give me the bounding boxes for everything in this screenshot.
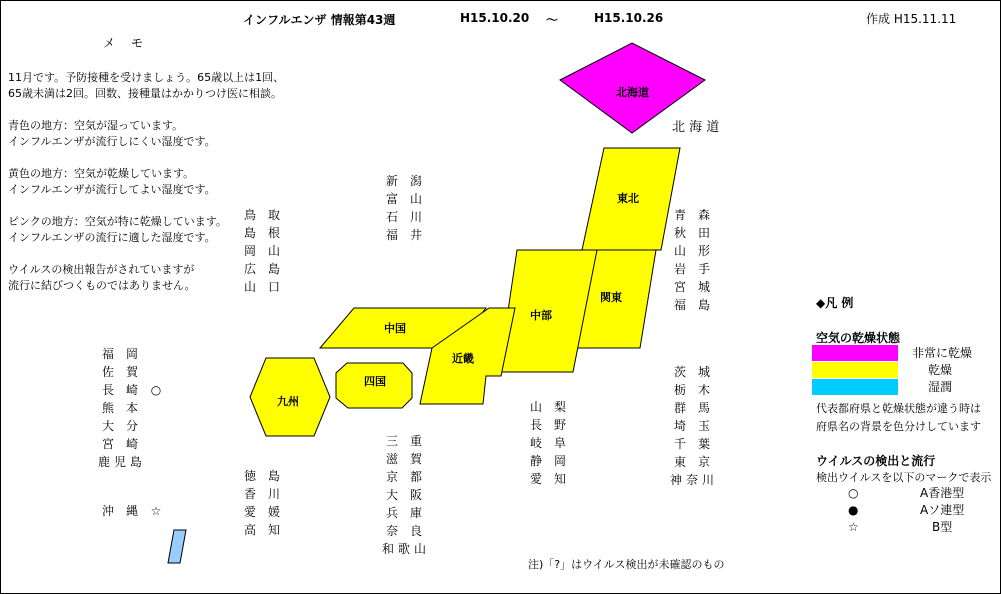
a-soviet-dot-icon: ● xyxy=(848,503,859,517)
pref-char: 山 xyxy=(529,400,542,414)
pref-hokkaido: 北 海 道 xyxy=(672,120,720,135)
memo-line: 65歳未満は2回。回数、接種量はかかりつけ医に相談。 xyxy=(8,87,282,100)
pref-char: 良 xyxy=(409,524,422,538)
memo-line: インフルエンザが流行しにくい湿度です。 xyxy=(8,135,216,148)
date-tilde: 〜 xyxy=(546,13,559,27)
pref-char: 賀 xyxy=(409,452,422,466)
pref-char: 青 xyxy=(673,208,686,222)
pref-char: 森 xyxy=(697,208,710,222)
pref-char: 城 xyxy=(697,365,710,379)
pref-list-kinki xyxy=(380,432,428,558)
pref-char: 阜 xyxy=(553,436,566,450)
pref-row xyxy=(668,242,716,260)
footnote: 注)「?」はウイルス検出が未確認のもの xyxy=(528,558,725,571)
pref-char: 岐 xyxy=(529,436,542,450)
pref-char: 大 xyxy=(101,419,114,433)
region-okinawa xyxy=(168,530,186,563)
memo-line: インフルエンザの流行に適した湿度です。 xyxy=(8,231,216,244)
pref-row xyxy=(96,399,168,417)
pref-char: 富 xyxy=(385,192,398,206)
pref-char: 長 xyxy=(529,418,542,432)
pref-char: 崎 xyxy=(125,383,138,397)
pref-char: 木 xyxy=(697,383,710,397)
pref-row xyxy=(668,206,716,224)
pref-char: 鳥 xyxy=(243,208,256,222)
pref-row xyxy=(238,521,286,539)
legend-swatch-dry xyxy=(812,362,898,378)
pref-char: 長 xyxy=(101,383,114,397)
pref-char: 石 xyxy=(385,210,398,224)
pref-char: 媛 xyxy=(267,505,280,519)
pref-row xyxy=(668,363,716,381)
pref-char: 歌 xyxy=(397,542,410,556)
legend-title: ◆凡 例 xyxy=(816,296,854,310)
pref-char: 潟 xyxy=(409,174,422,188)
pref-char: 高 xyxy=(243,523,256,537)
pref-row xyxy=(524,416,572,434)
date-to: H15.10.26 xyxy=(594,11,664,25)
region-label-shikoku: 四国 xyxy=(364,375,386,388)
pref-char: 井 xyxy=(409,228,422,242)
a-hongkong-circle-icon: ○ xyxy=(848,486,859,500)
pref-char: 神 xyxy=(669,473,682,487)
pref-char: 手 xyxy=(697,262,710,276)
pref-list-tohoku xyxy=(668,206,716,314)
pref-char: 栃 xyxy=(673,383,686,397)
pref-row xyxy=(96,345,168,363)
a-hongkong-circle-icon: ○ xyxy=(150,383,162,397)
pref-row xyxy=(238,260,286,278)
pref-row xyxy=(238,242,286,260)
pref-char: 三 xyxy=(385,434,398,448)
pref-char: 鹿 xyxy=(97,455,110,469)
pref-char: 玉 xyxy=(697,419,710,433)
pref-row xyxy=(380,522,428,540)
pref-char: 群 xyxy=(673,401,686,415)
legend-virus-subtitle: 検出ウイルスを以下のマークで表示 xyxy=(816,471,992,484)
pref-list-shikoku xyxy=(238,467,286,539)
pref-char: 大 xyxy=(385,488,398,502)
pref-char: 島 xyxy=(129,455,142,469)
region-label-hokkaido: 北海道 xyxy=(616,86,649,99)
pref-row xyxy=(524,434,572,452)
pref-row xyxy=(668,224,716,242)
pref-row xyxy=(668,381,716,399)
pref-char: 川 xyxy=(701,473,714,487)
pref-char: 埼 xyxy=(673,419,686,433)
pref-char: 葉 xyxy=(697,437,710,451)
pref-row xyxy=(96,417,168,435)
pref-row xyxy=(96,453,168,471)
pref-char: 川 xyxy=(267,487,280,501)
pref-row xyxy=(380,504,428,522)
pref-row xyxy=(96,363,168,381)
pref-char: 千 xyxy=(673,437,686,451)
pref-char: 賀 xyxy=(125,365,138,379)
pref-row xyxy=(668,278,716,296)
pref-char: 梨 xyxy=(553,400,566,414)
created-date: 作成 H15.11.11 xyxy=(866,12,957,26)
legend-dryness-title: 空気の乾燥状態 xyxy=(816,331,901,345)
pref-char: 滋 xyxy=(385,452,398,466)
pref-char: 島 xyxy=(243,226,256,240)
pref-char: 島 xyxy=(697,298,710,312)
pref-row xyxy=(668,399,716,417)
pref-char: 愛 xyxy=(243,505,256,519)
legend-a-hongkong: A香港型 xyxy=(920,486,965,500)
pref-char: 奈 xyxy=(385,524,398,538)
pref-char: 和 xyxy=(381,542,394,556)
b-type-star-icon: ☆ xyxy=(150,504,162,518)
pref-row xyxy=(380,468,428,486)
pref-char: 宮 xyxy=(673,280,686,294)
pref-char: 島 xyxy=(267,262,280,276)
legend-label-very-dry: 非常に乾燥 xyxy=(912,346,973,360)
pref-okinawa xyxy=(96,502,168,520)
pref-okinawa-1: 沖 xyxy=(101,504,114,518)
pref-char: 馬 xyxy=(697,401,710,415)
pref-row xyxy=(238,485,286,503)
pref-char: 京 xyxy=(385,470,398,484)
memo-line: 流行に結びつくものではありません。 xyxy=(8,279,196,292)
pref-char: 秋 xyxy=(673,226,686,240)
report-title: インフルエンザ 情報第43週 xyxy=(243,13,396,27)
pref-char: 取 xyxy=(267,208,280,222)
pref-char: 本 xyxy=(125,401,138,415)
pref-char: 山 xyxy=(413,542,426,556)
region-label-kinki: 近畿 xyxy=(452,352,474,365)
memo-line: 青色の地方：空気が湿っています。 xyxy=(8,119,184,132)
pref-char: 山 xyxy=(673,244,686,258)
pref-char: 静 xyxy=(529,454,542,468)
legend-swatch-very-dry xyxy=(812,345,898,361)
pref-char: 形 xyxy=(697,244,710,258)
pref-row xyxy=(380,450,428,468)
legend-a-soviet: Aソ連型 xyxy=(920,503,965,517)
pref-char: 福 xyxy=(673,298,686,312)
pref-char: 田 xyxy=(697,226,710,240)
b-type-star-icon: ☆ xyxy=(848,520,859,534)
pref-char: 児 xyxy=(113,455,126,469)
pref-char: 山 xyxy=(243,280,256,294)
region-label-chubu: 中部 xyxy=(530,309,552,322)
pref-char: 知 xyxy=(553,472,566,486)
legend-note-1: 代表都府県と乾燥状態が違う時は xyxy=(816,402,981,415)
region-label-kanto: 関東 xyxy=(600,291,622,304)
pref-row xyxy=(524,470,572,488)
pref-row xyxy=(96,381,168,399)
pref-row xyxy=(238,206,286,224)
legend-swatch-humid xyxy=(812,379,898,395)
pref-row xyxy=(238,224,286,242)
pref-row xyxy=(668,471,716,489)
pref-okinawa-2: 縄 xyxy=(125,504,138,518)
pref-char: 庫 xyxy=(409,506,422,520)
pref-row xyxy=(668,453,716,471)
pref-char: 岡 xyxy=(125,347,138,361)
pref-char: 福 xyxy=(385,228,398,242)
pref-char: 徳 xyxy=(243,469,256,483)
pref-row xyxy=(238,503,286,521)
pref-char: 口 xyxy=(267,280,280,294)
pref-char: 岡 xyxy=(243,244,256,258)
pref-char: 宮 xyxy=(101,437,114,451)
pref-char: 東 xyxy=(673,455,686,469)
pref-char: 福 xyxy=(101,347,114,361)
pref-char: 京 xyxy=(697,455,710,469)
pref-row xyxy=(380,208,428,226)
memo-heading: メ モ xyxy=(103,36,146,50)
region-label-kyushu: 九州 xyxy=(277,395,299,408)
pref-row xyxy=(380,172,428,190)
pref-list-chugoku xyxy=(238,206,286,296)
pref-char: 奈 xyxy=(685,473,698,487)
pref-row xyxy=(96,435,168,453)
memo-line: ピンクの地方：空気が特に乾燥しています。 xyxy=(8,215,227,228)
pref-char: 都 xyxy=(409,470,422,484)
pref-list-kyushu xyxy=(96,345,168,471)
legend-virus-title: ウイルスの検出と流行 xyxy=(816,454,936,468)
pref-char: 愛 xyxy=(529,472,542,486)
pref-row xyxy=(380,486,428,504)
pref-char: 重 xyxy=(409,434,422,448)
pref-list-hokuriku xyxy=(380,172,428,244)
pref-row xyxy=(668,260,716,278)
pref-char: 山 xyxy=(267,244,280,258)
legend-b-type: B型 xyxy=(932,520,953,534)
pref-list-kanto xyxy=(668,363,716,489)
pref-row xyxy=(380,540,428,558)
legend-label-dry: 乾燥 xyxy=(928,363,953,377)
pref-char: 新 xyxy=(385,174,398,188)
pref-row xyxy=(524,452,572,470)
pref-row xyxy=(524,398,572,416)
pref-row xyxy=(668,296,716,314)
pref-char: 香 xyxy=(243,487,256,501)
pref-row xyxy=(668,417,716,435)
region-label-tohoku: 東北 xyxy=(617,192,639,205)
legend-note-2: 府県名の背景を色分けしています xyxy=(816,420,981,433)
pref-char: 島 xyxy=(267,469,280,483)
memo-line: ウイルスの検出報告がされていますが xyxy=(8,263,195,276)
pref-char: 熊 xyxy=(101,401,114,415)
pref-char: 兵 xyxy=(385,506,398,520)
legend-label-humid: 湿潤 xyxy=(928,380,953,394)
memo-line: 11月です。予防接種を受けましょう。65歳以上は1回、 xyxy=(8,71,285,84)
pref-char: 崎 xyxy=(125,437,138,451)
pref-char: 岩 xyxy=(673,262,686,276)
pref-char: 知 xyxy=(267,523,280,537)
pref-char: 城 xyxy=(697,280,710,294)
region-label-chugoku: 中国 xyxy=(384,322,406,335)
pref-row xyxy=(380,432,428,450)
pref-char: 山 xyxy=(409,192,422,206)
pref-char: 広 xyxy=(243,262,256,276)
date-from: H15.10.20 xyxy=(460,11,530,25)
pref-char: 根 xyxy=(267,226,280,240)
memo-line: インフルエンザが流行してよい湿度です。 xyxy=(8,183,216,196)
pref-char: 茨 xyxy=(673,365,686,379)
pref-char: 川 xyxy=(409,210,422,224)
pref-row xyxy=(380,226,428,244)
pref-char: 野 xyxy=(553,418,566,432)
pref-char: 阪 xyxy=(409,488,422,502)
memo-line: 黄色の地方：空気が乾燥しています。 xyxy=(8,167,195,180)
pref-char: 岡 xyxy=(553,454,566,468)
pref-row xyxy=(238,278,286,296)
pref-list-chubu xyxy=(524,398,572,488)
pref-row xyxy=(380,190,428,208)
pref-row xyxy=(238,467,286,485)
pref-char: 分 xyxy=(125,419,138,433)
pref-row xyxy=(668,435,716,453)
pref-char: 佐 xyxy=(101,365,114,379)
